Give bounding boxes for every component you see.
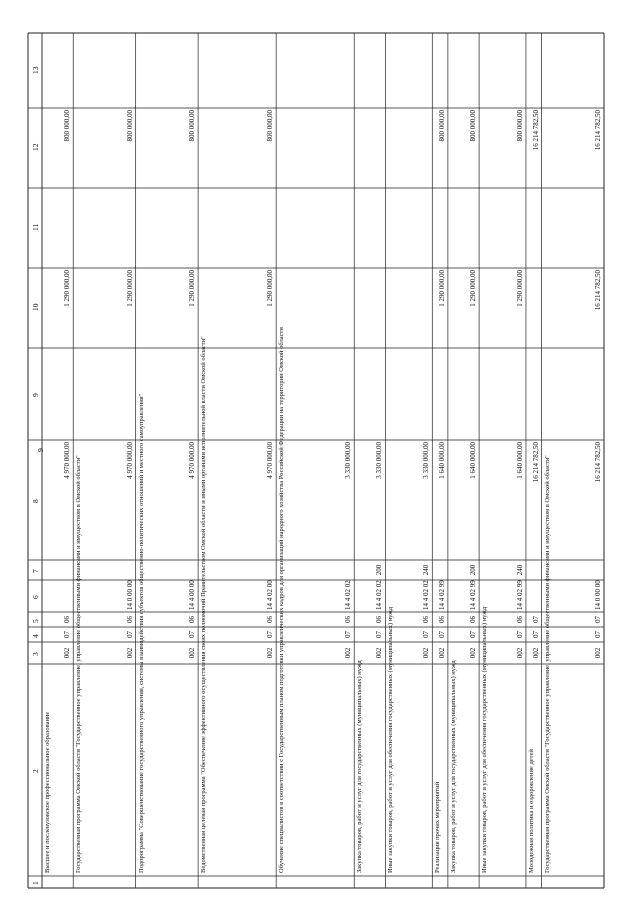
column-header-8: 8 [31,499,40,503]
cell-c3: 002 [594,647,602,659]
cell-c5: 06 [375,616,384,623]
row-name: Обучение специалистов в соответствии с Государственным планом подготовки управленческих кадров для организаций народного хозяйства Российской Федерации на территории Омской области [278,327,286,873]
cell-c10: 1 290 000,00 [437,270,446,307]
row-name: Ведомственная целевая программа "Обеспечение эффективного осуществления своих полномочий Правительством Омской области и иными органами исполнительной власти Омской области" [200,336,208,873]
cell-c4: 07 [188,631,197,638]
cell-c8: 4 970 000,00 [266,442,275,479]
cell-c10: 1 290 000,00 [515,270,524,307]
cell-c8: 3 330 000,00 [375,442,384,479]
cell-c12: 16 214 782,50 [594,110,602,151]
cell-c12: 800 000,00 [469,110,478,142]
row-name: Иные закупки товаров, работ и услуг для обеспечения государственных (муниципальных) нужд [387,606,395,873]
cell-c12: 16 214 782,50 [531,110,540,151]
cell-c8: 4 970 000,00 [188,442,197,479]
cell-c10: 1 290 000,00 [125,270,134,307]
cell-c5: 07 [594,616,602,623]
cell-c4: 07 [266,631,275,638]
column-header-7: 7 [31,569,40,573]
cell-c10: 16 214 782,50 [594,270,602,311]
cell-c12: 800 000,00 [437,110,446,142]
cell-c3: 002 [437,647,446,659]
cell-c4: 07 [515,631,524,638]
cell-c12: 800 000,00 [515,110,524,142]
cell-c5: 06 [125,616,134,623]
cell-c5: 07 [531,616,540,623]
cell-c8: 3 330 000,00 [422,442,431,479]
cell-c12: 800 000,00 [188,110,197,142]
column-header-10: 10 [31,303,40,311]
cell-c6: 14 0 00 00 [594,580,602,610]
column-header-1: 1 [31,881,40,885]
column-header-12: 12 [31,143,40,151]
cell-c6: 14 4 02 99 [515,580,524,610]
cell-c3: 002 [344,647,353,659]
cell-c10: 1 290 000,00 [469,270,478,307]
cell-c8: 1 640 000,00 [515,442,524,479]
cell-c4: 07 [422,631,431,638]
column-header-11: 11 [31,223,40,231]
cell-c4: 07 [125,631,134,638]
cell-c3: 002 [469,647,478,659]
column-header-2: 2 [31,769,40,773]
cell-c6: 14 4 02 99 [469,580,478,610]
cell-c6: 14 4 02 02 [344,580,353,610]
cell-c12: 800 000,00 [266,110,275,142]
row-name: Высшее и послевузовское профессиональное образование [44,711,51,873]
cell-c10: 1 290 000,00 [188,270,197,307]
cell-c7: 200 [469,564,478,576]
row-name: Иные закупки товаров, работ и услуг для обеспечения государственных (муниципальных) нужд [481,606,489,873]
column-header-4: 4 [31,633,40,638]
cell-c4: 07 [469,631,478,638]
cell-c6: 14 4 02 02 [375,580,384,610]
row-name: Молодежная политика и оздоровление детей [527,749,535,873]
cell-c5: 06 [344,616,353,623]
column-header-3: 3 [31,652,40,656]
cell-c7: 200 [375,564,384,576]
cell-c6: 14 4 02 02 [422,580,431,610]
cell-c3: 002 [63,647,72,659]
cell-c3: 002 [375,647,384,659]
row-name: Закупка товаров, работ и услуг для государственных (муниципальных) нужд [356,660,364,873]
cell-c5: 06 [437,616,446,623]
column-header-5: 5 [31,618,40,623]
column-header-9: 9 [31,393,40,397]
cell-c3: 002 [515,647,524,659]
cell-c6: 14 4 00 00 [188,580,197,610]
row-name: Подпрограмма "Совершенствование государственного управления, системы взаимодействия субъектов общественно-политических отношений и местного самоуправления" [137,393,145,873]
cell-c7: 240 [422,564,431,576]
cell-c8: 3 330 000,00 [344,442,353,479]
row-name: Государственная программа Омской области "Государственное управление, управление общественными финансами и имуществом в Омской области" [75,455,83,873]
cell-c3: 002 [125,647,134,659]
cell-c4: 07 [63,631,72,638]
cell-c7: 240 [515,564,524,576]
cell-c5: 06 [188,616,197,623]
cell-c3: 002 [531,647,540,659]
column-header-6: 6 [31,595,40,599]
cell-c6: 14 0 00 00 [125,580,134,610]
column-header-13: 13 [31,66,40,74]
cell-c5: 06 [515,616,524,623]
cell-c8: 1 640 000,00 [469,442,478,479]
row-name: Закупка товаров, работ и услуг для государственных (муниципальных) нужд [449,660,457,873]
row-name: Государственная программа Омской области "Государственное управление, управление общественными финансами и имуществом в Омской области" [543,455,551,873]
cell-c6: 14 4 02 99 [437,580,446,610]
cell-c5: 06 [266,616,275,623]
cell-c8: 4 970 000,00 [125,442,134,479]
cell-c10: 1 290 000,00 [63,270,72,307]
cell-c5: 06 [469,616,478,623]
cell-c5: 06 [422,616,431,623]
cell-c8: 4 970 000,00 [63,442,72,479]
cell-c6: 14 4 02 00 [266,580,275,610]
cell-c4: 07 [531,631,540,638]
cell-c4: 07 [594,631,602,638]
cell-c4: 07 [437,631,446,638]
cell-c4: 07 [375,631,384,638]
cell-c12: 800 000,00 [125,110,134,142]
cell-c8: 1 640 000,00 [437,442,446,479]
cell-c3: 002 [188,647,197,659]
cell-c12: 800 000,00 [63,110,72,142]
cell-c5: 06 [63,616,72,623]
cell-c3: 002 [266,647,275,659]
cell-c8: 16 214 782,50 [531,442,540,483]
cell-c8: 16 214 782,50 [594,442,602,483]
row-name: Реализация прочих мероприятий [434,781,442,873]
cell-c10: 1 290 000,00 [266,270,275,307]
page-number: 9 [36,448,45,452]
cell-c4: 07 [344,631,353,638]
cell-c3: 002 [422,647,431,659]
